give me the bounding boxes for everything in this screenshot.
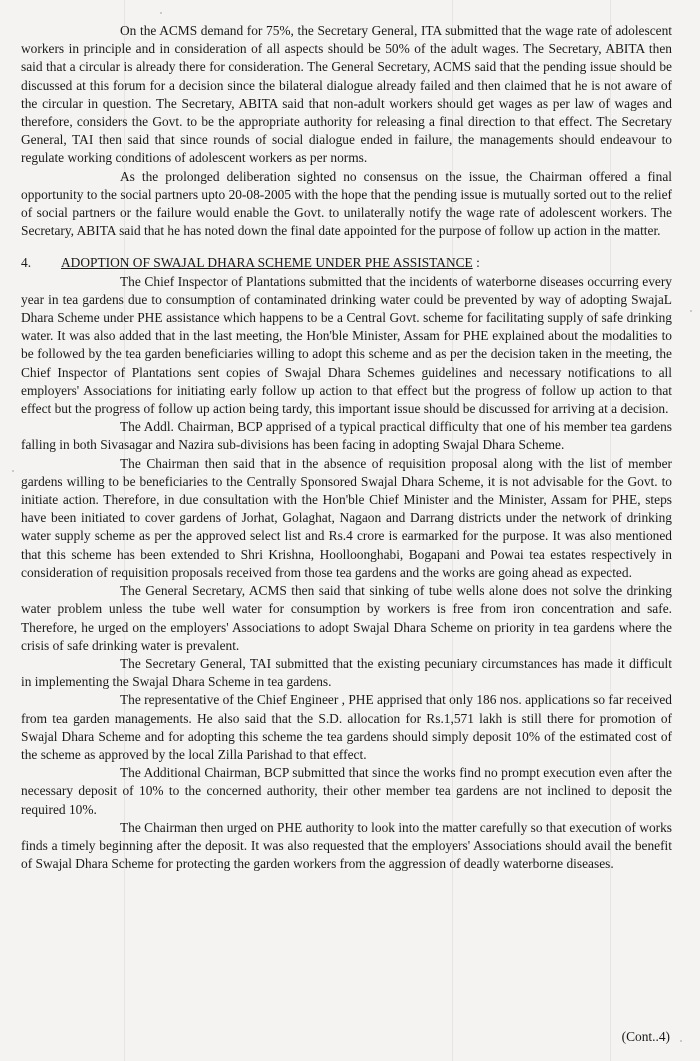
section-number: 4. [21,255,32,271]
document-page [21,22,672,873]
paragraph-chairman-response: The Chairman then said that in the absence of requisition proposal along with the list of member gardens willing to be beneficiaries to the Centrally Sponsored Swajal Dhara Scheme, it is not advisable for the Govt. to initiate action. Therefore, in due consultation with the Hon'ble Chief Minister and the Minister, Assam for PHE, steps have been initiated to cover gardens of Jorhat, Golaghat, Nagaon and Darrang districts under the network of drinking water supply scheme as per the approved select list and Rs.4 crore is earmarked for the purpose. It was also mentioned that this scheme has been extended to Shri Krishna, Hoolloonghabi, Bogapani and Powai tea estates respectively in consideration of requisition proposals received from those tea gardens and the works are going ahead as expected. [21,455,672,580]
scan-speck [12,470,14,472]
paragraph-gs-acms: The General Secretary, ACMS then said that sinking of tube wells alone does not solve the drinking water problem unless the tube well water for consumption by workers is free from iron concentration and safe. Therefore, he urged on the employers' Associations to adopt Swajal Dhara Scheme on priority in tea gardens where the crisis of safe drinking water is prevalent. [21,583,672,653]
continuation-marker: (Cont..4) [621,1029,670,1044]
scan-speck [680,1040,682,1042]
paragraph-addl-chairman-bcp: The Addl. Chairman, BCP apprised of a typical practical difficulty that one of his member tea gardens falling in both Sivasagar and Nazira sub-divisions has been facing in adopting Swajal Dhara Scheme. [21,419,672,453]
paragraph-sg-tai: The Secretary General, TAI submitted that the existing pecuniary circumstances has made it difficult in implementing the Swajal Dhara Scheme in tea gardens. [21,655,672,690]
paragraph-final-opportunity: As the prolonged deliberation sighted no consensus on the issue, the Chairman offered a final opportunity to the social partners upto 20-08-2005 with the hope that the pending issue is mutually sorted out to the relief of social partners or the failure would enable the Govt. to unilaterally notify the wage rate of adolescent workers. The Secretary, ABITA said that he has noted down the final date appointed for the purpose of follow up action in the matter. [21,168,672,239]
paragraph-chief-engineer-phe: The representative of the Chief Engineer , PHE apprised that only 186 nos. applications so far received from tea garden managements. He also said that the S.D. allocation for Rs.1,571 lakh is still there for promotion of Swajal Dhara Scheme and for adopting this scheme the tea gardens should simply deposit 10% of the estimated cost of the scheme as approved by the local Zilla Parishad to that effect. [21,692,672,762]
paragraph-chairman-urge: The Chairman then urged on PHE authority to look into the matter carefully so that execution of works finds a timely beginning after the deposit. It was also requested that the employers' Associations should avail the benefit of Swajal Dhara Scheme for protecting the garden workers from the aggression of deadly waterborne diseases. [21,819,672,872]
section-colon: : [472,255,480,271]
paragraph-adolescent-wages: On the ACMS demand for 75%, the Secretary General, ITA submitted that the wage rate of adolescent workers in principle and in consideration of all aspects should be 50% of the adult wages. The Secretary, ABITA then said that a circular is already there for consideration. The General Secretary, ACMS said that the pending issue should be discussed at this forum for a decision since the bilateral dialogue already failed and then claimed that he is not aware of the circular in question. The Secretary, ABITA said that non-adult workers should get wages as per law of wages and therefore, considers the Govt. to be the appropriate authority for releasing a final direction to that effect. The Secretary General, TAI then said that since rounds of social dialogue ended in failure, the managements should endeavour to regulate working conditions of adolescent workers as per norms. [21,23,672,166]
paragraph-additional-chairman-bcp: The Additional Chairman, BCP submitted that since the works find no prompt execution even after the necessary deposit of 10% to the concerned authority, their other member tea gardens are not inclined to deposit the required 10%. [21,765,672,817]
paragraph-chief-inspector: The Chief Inspector of Plantations submitted that the incidents of waterborne diseases occurring every year in tea gardens due to consumption of contaminated drinking water could be prevented by way of adopting SwajaL Dhara Scheme under PHE assistance which happens to be a Central Govt. scheme for facilitating supply of safe drinking water. It was also added that in the last meeting, the Hon'ble Minister, Assam for PHE explained about the modalities to be followed by the tea garden beneficiaries willing to adopt this scheme and as per the decision taken in the meeting, the Chief Inspector of Plantations sent copies of Swajal Dhara Schemes guidelines and necessary notifications to all employers' Associations for initiating early follow up action to that effect but the progress of follow up action to that effect but the progress of follow up action being tardy, this important issue should be discussed for arriving at a decision. [21,273,672,417]
scan-speck [690,310,692,312]
section-title: ADOPTION OF SWAJAL DHARA SCHEME UNDER PHE ASSISTANCE [61,255,473,271]
section-heading [21,254,672,272]
scan-speck [160,12,162,14]
